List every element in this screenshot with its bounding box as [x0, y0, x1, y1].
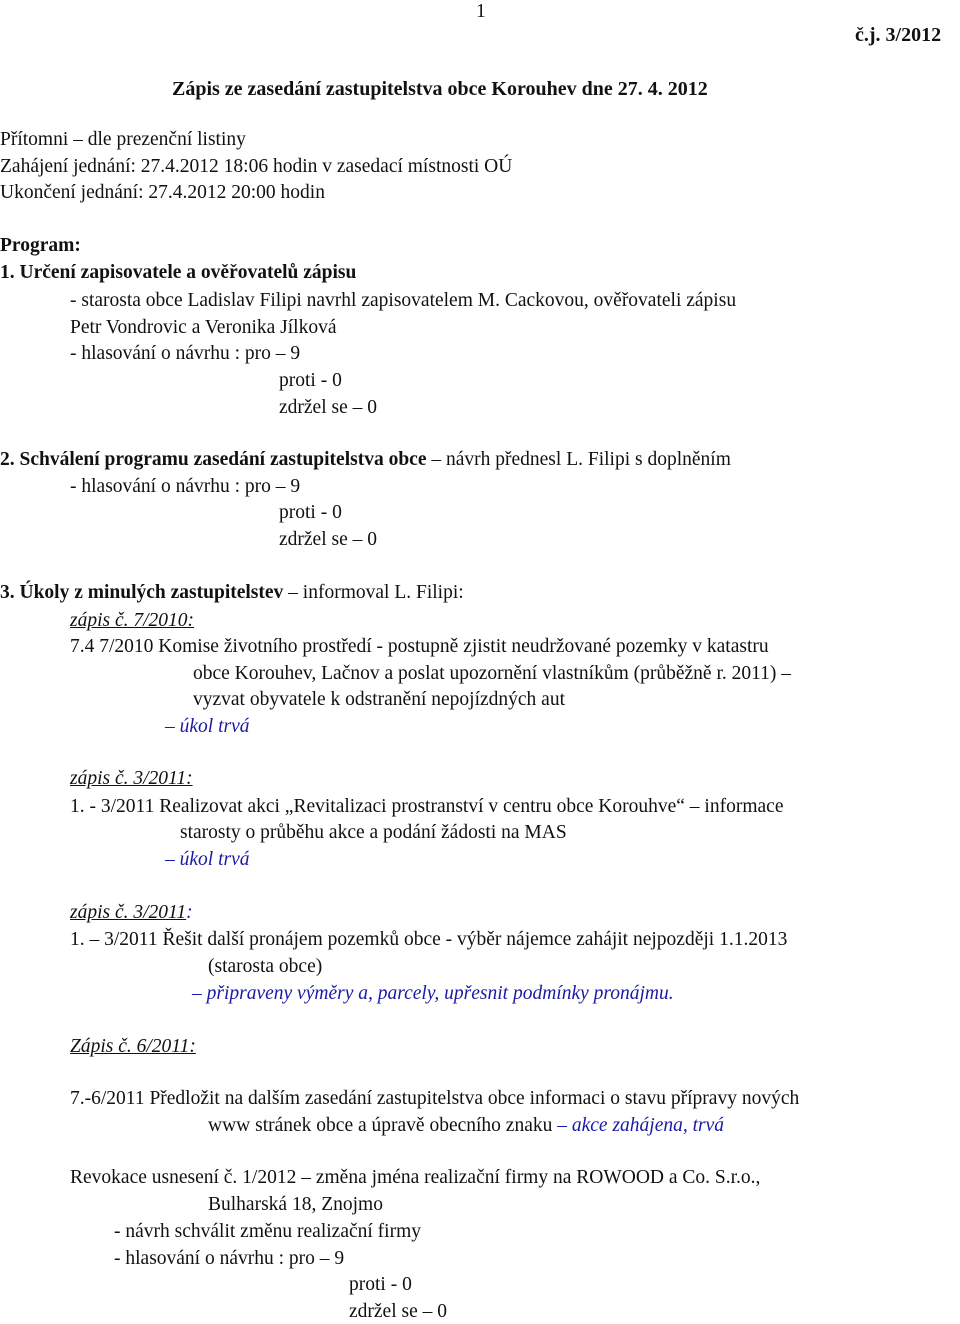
item2-line: [0, 448, 731, 472]
minutes-label-text: zápis č. 3/2011: [70, 902, 187, 923]
minutes-label: [70, 901, 193, 925]
item3-heading: 3. Úkoly z minulých zastupitelstev: [0, 582, 284, 603]
item1-line: Petr Vondrovic a Veronika Jílková: [70, 317, 337, 338]
minutes-label: zápis č. 7/2010:: [70, 610, 195, 631]
task-line: 7.-6/2011 Předložit na dalším zasedání zastupitelstva obce informaci o stavu přípravy nových: [70, 1088, 800, 1109]
revocation-proposal: - návrh schválit změnu realizační firmy: [114, 1221, 421, 1242]
item2-abstain: zdržel se – 0: [279, 529, 377, 550]
item2-rest: – návrh přednesl L. Filipi s doplněním: [426, 449, 731, 470]
task-line: [208, 1114, 724, 1138]
task-line: obce Korouhev, Lačnov a poslat upozornění vlastníkům (průběžně r. 2011) –: [193, 663, 792, 684]
task-status: – úkol trvá: [165, 716, 250, 737]
task-line: 7.4 7/2010 Komise životního prostředí - postupně zjistit neudržované pozemky v katastru: [70, 636, 769, 657]
item3-rest: – informoval L. Filipi:: [283, 582, 464, 603]
item1-line: - starosta obce Ladislav Filipi navrhl zapisovatelem M. Cackovou, ověřovateli zápisu: [70, 290, 737, 311]
revocation-line: Revokace usnesení č. 1/2012 – změna jména realizační firmy na ROWOOD a Co. S.r.o.,: [70, 1167, 761, 1188]
document-title: Zápis ze zasedání zastupitelstva obce Korouhev dne 27. 4. 2012: [172, 78, 708, 100]
item2-vote: - hlasování o návrhu : pro – 9: [70, 476, 301, 497]
task-status: – připraveny výměry a, parcely, upřesnit podmínky pronájmu.: [192, 983, 674, 1004]
task-line: starosty o průběhu akce a podání žádosti na MAS: [180, 822, 567, 843]
present-line: Přítomni – dle prezenční listiny: [0, 129, 246, 150]
reference-number: č.j. 3/2012: [855, 24, 942, 46]
page-number: 1: [476, 1, 486, 22]
item2-against: proti - 0: [279, 502, 342, 523]
revocation-vote: - hlasování o návrhu : pro – 9: [114, 1248, 345, 1269]
end-line: Ukončení jednání: 27.4.2012 20:00 hodin: [0, 182, 325, 203]
revocation-line: Bulharská 18, Znojmo: [208, 1194, 383, 1215]
item1-heading: 1. Určení zapisovatele a ověřovatelů zápisu: [0, 262, 357, 283]
item1-against: proti - 0: [279, 370, 342, 391]
item2-heading: 2. Schválení programu zasedání zastupitelstva obce: [0, 449, 427, 470]
item3-line: [0, 581, 464, 605]
task-line: (starosta obce): [208, 956, 323, 977]
minutes-label: zápis č. 3/2011:: [70, 768, 193, 789]
start-line: Zahájení jednání: 27.4.2012 18:06 hodin v zasedací místnosti OÚ: [0, 156, 513, 177]
task-status: – akce zahájena, trvá: [557, 1115, 725, 1136]
revocation-against: proti - 0: [349, 1274, 412, 1295]
item1-abstain: zdržel se – 0: [279, 397, 377, 418]
revocation-abstain: zdržel se – 0: [349, 1301, 447, 1322]
task-line: 1. – 3/2011 Řešit další pronájem pozemků obce - výběr nájemce zahájit nejpozději 1.1.2013: [70, 929, 788, 950]
task-line: vyzvat obyvatele k odstranění nepojízdných aut: [193, 689, 566, 710]
minutes-label: Zápis č. 6/2011:: [70, 1036, 196, 1057]
item1-vote: - hlasování o návrhu : pro – 9: [70, 343, 301, 364]
minutes-label-colon: :: [186, 902, 193, 923]
task-status: – úkol trvá: [165, 849, 250, 870]
task-line: 1. - 3/2011 Realizovat akci „Revitalizaci prostranství v centru obce Korouhve“ – informace: [70, 796, 784, 817]
task-text: www stránek obce a úpravě obecního znaku: [208, 1115, 558, 1136]
program-label: Program:: [0, 235, 81, 256]
